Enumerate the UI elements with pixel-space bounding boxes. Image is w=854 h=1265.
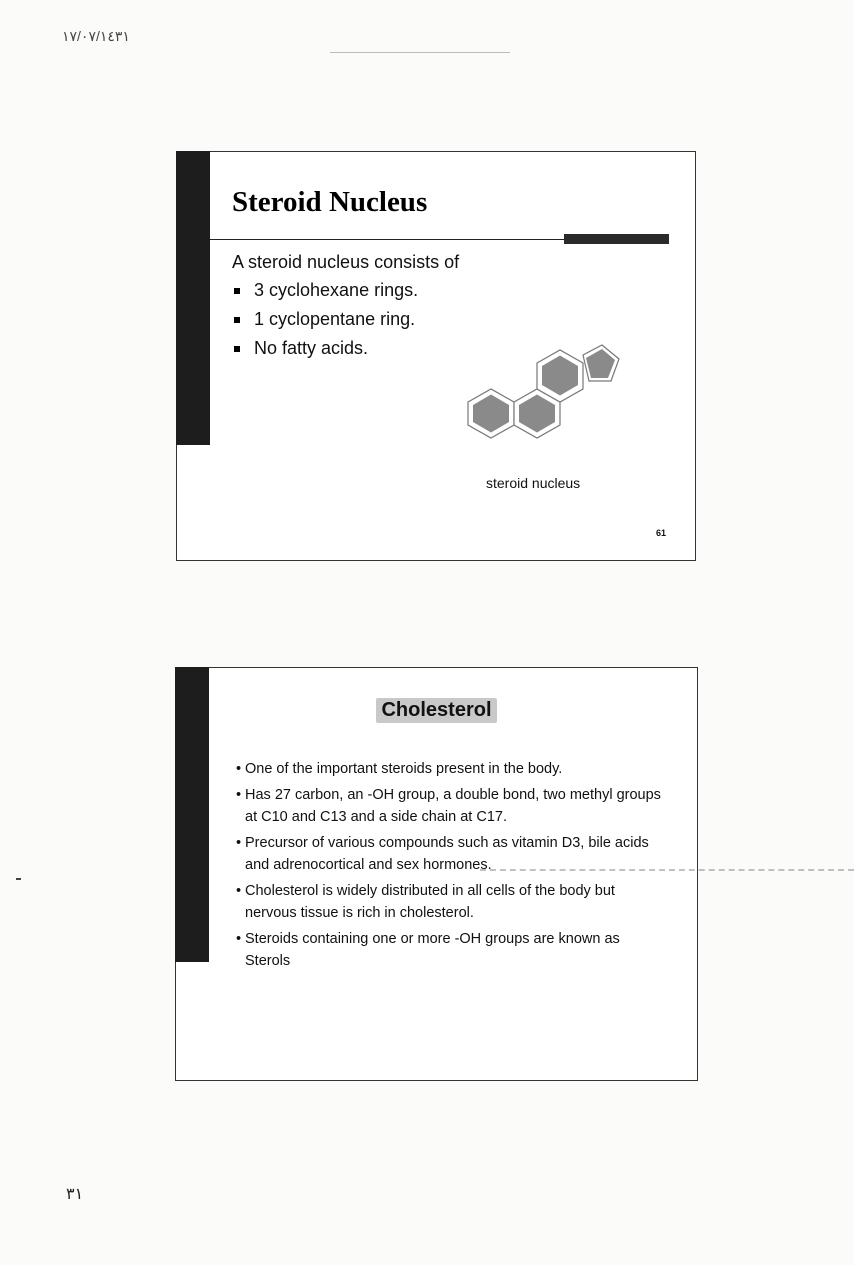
bullet-text: One of the important steroids present in the body.: [245, 761, 563, 777]
bullet-text: Precursor of various compounds such as vitamin D3, bile acids and adrenocortical and sex hormones.: [245, 835, 649, 873]
slide-side-bar: [176, 151, 210, 445]
bullet-text: Has 27 carbon, an -OH group, a double bond, two methyl groups at C10 and C13 and a side chain at C17.: [245, 787, 661, 825]
slide-title-wrap: [176, 698, 697, 723]
bullet-text: 3 cyclohexane rings.: [254, 280, 419, 300]
square-bullet-icon: [234, 317, 240, 323]
list-item: [236, 758, 666, 780]
slide-cholesterol: [175, 667, 698, 1081]
bullet-text: Cholesterol is widely distributed in all cells of the body but nervous tissue is rich in cholesterol.: [245, 883, 615, 921]
slide-title: Cholesterol: [376, 698, 496, 723]
bullet-dot-icon: •: [236, 761, 242, 777]
header-date-code: ١٧/٠٧/١٤٣١: [62, 28, 130, 44]
bullet-dot-icon: •: [236, 931, 242, 947]
list-item: [236, 880, 666, 924]
steroid-nucleus-diagram: [463, 337, 623, 445]
bullet-list: [236, 758, 666, 976]
slide-steroid-nucleus: [176, 151, 696, 561]
header-divider: [330, 52, 510, 53]
square-bullet-icon: [234, 288, 240, 294]
bullet-text: No fatty acids.: [254, 338, 369, 358]
scan-artifact-line: [480, 869, 854, 871]
list-item: [236, 784, 666, 828]
slide-title: Steroid Nucleus: [232, 186, 428, 218]
bullet-text: Steroids containing one or more -OH groups are known as Sterols: [245, 931, 620, 969]
list-item: [232, 338, 418, 367]
list-item: [232, 280, 418, 309]
slide-number: 61: [656, 528, 667, 538]
list-item: [232, 309, 418, 338]
bullet-dot-icon: •: [236, 787, 242, 803]
bullet-dot-icon: •: [236, 883, 242, 899]
scan-artifact: [16, 878, 21, 880]
title-rule: [210, 239, 564, 240]
square-bullet-icon: [234, 346, 240, 352]
page-number: ٣١: [66, 1186, 84, 1203]
figure-caption: steroid nucleus: [486, 475, 581, 491]
bullet-list: [232, 280, 418, 367]
list-item: [236, 928, 666, 972]
title-rule-accent: [564, 234, 669, 244]
bullet-dot-icon: •: [236, 835, 242, 851]
bullet-text: 1 cyclopentane ring.: [254, 309, 416, 329]
slide-intro: A steroid nucleus consists of: [232, 252, 460, 272]
